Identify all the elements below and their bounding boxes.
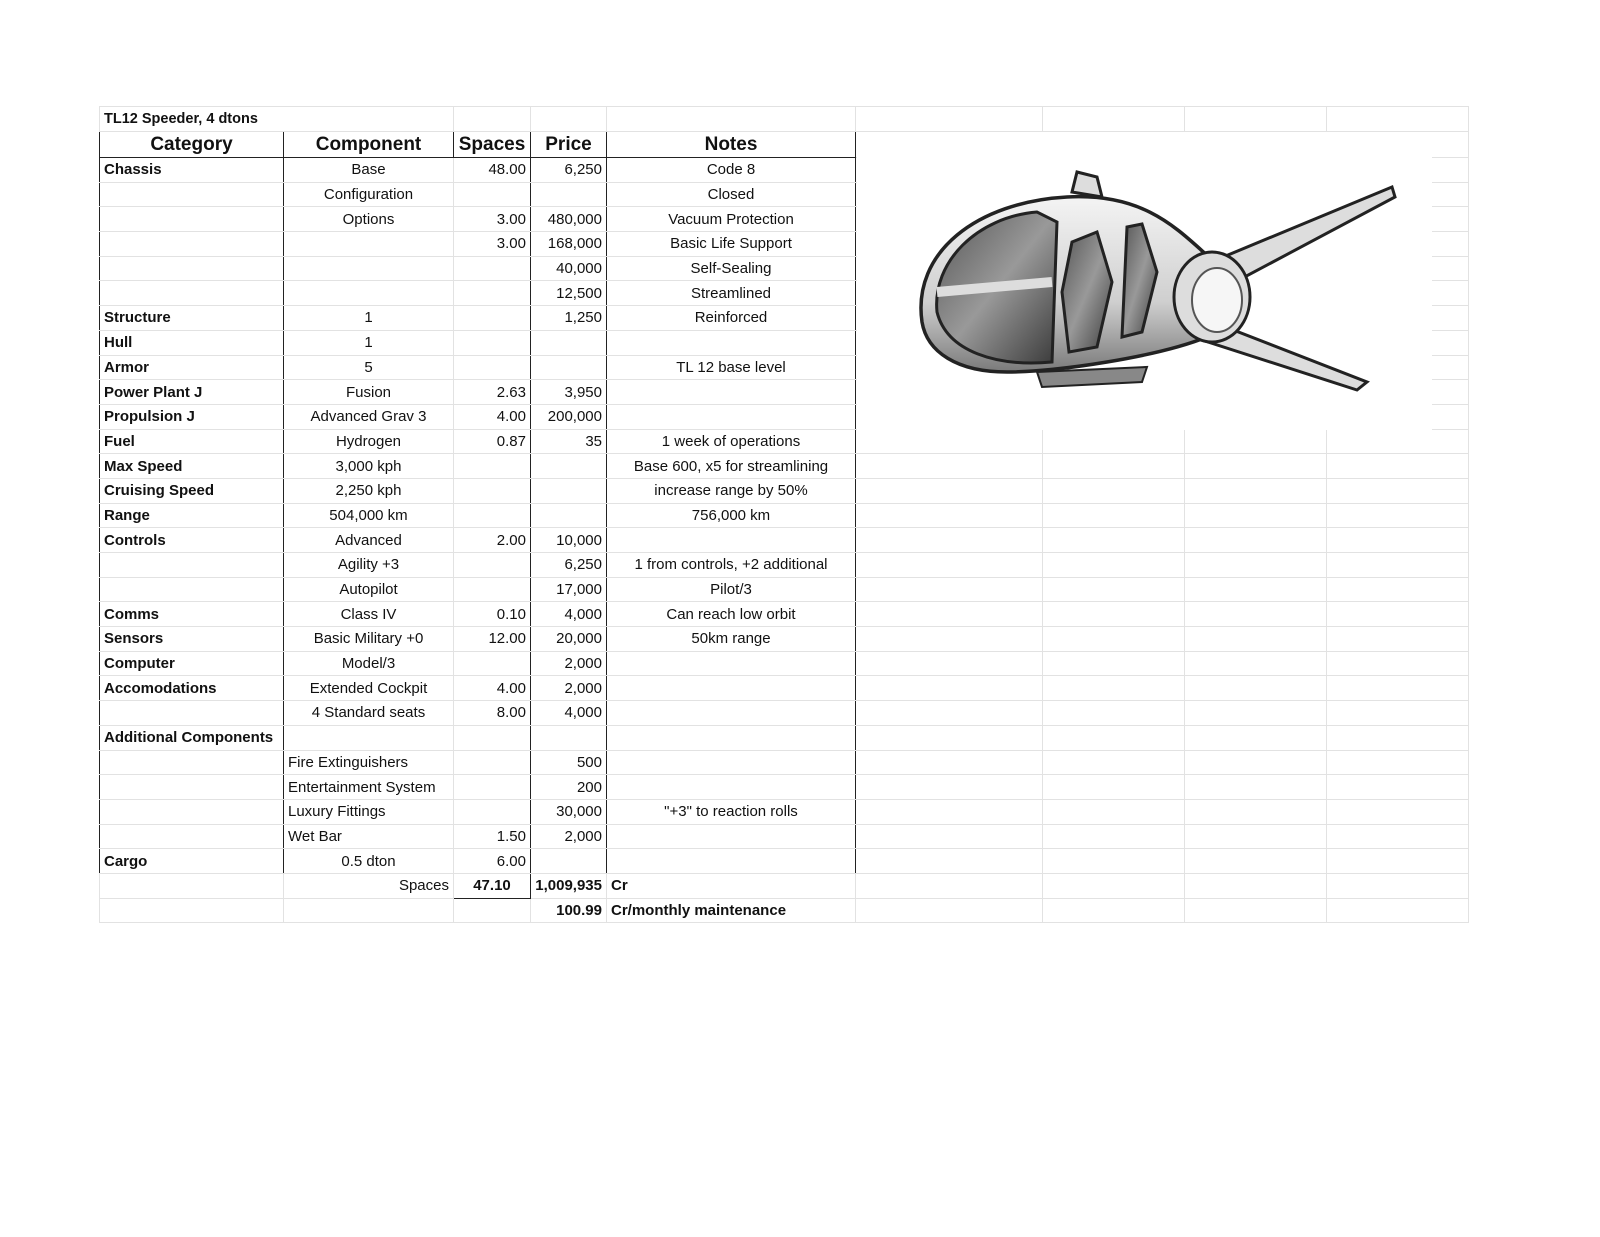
cell-notes[interactable]: [607, 775, 856, 800]
empty-cell[interactable]: [1327, 849, 1469, 874]
cell-spaces[interactable]: [454, 553, 531, 578]
cell-spaces[interactable]: 8.00: [454, 701, 531, 726]
cell-notes[interactable]: 1 week of operations: [607, 429, 856, 454]
empty-cell[interactable]: [1327, 429, 1469, 454]
cell-category[interactable]: Hull: [100, 330, 284, 355]
cell-price[interactable]: [531, 849, 607, 874]
cell-price[interactable]: 4,000: [531, 602, 607, 627]
cell-price[interactable]: 200,000: [531, 404, 607, 429]
empty-cell[interactable]: [1185, 799, 1327, 824]
cell-price[interactable]: 20,000: [531, 627, 607, 652]
empty-cell[interactable]: [1327, 454, 1469, 479]
empty-cell[interactable]: [1043, 676, 1185, 701]
cell-component[interactable]: Autopilot: [284, 577, 454, 602]
cell-price[interactable]: [531, 725, 607, 750]
cell-spaces[interactable]: 0.87: [454, 429, 531, 454]
empty-cell[interactable]: [1043, 503, 1185, 528]
table-row: [100, 750, 1469, 775]
empty-cell[interactable]: [1185, 824, 1327, 849]
cell-price[interactable]: 10,000: [531, 528, 607, 553]
cell-spaces[interactable]: 0.10: [454, 602, 531, 627]
cell-notes[interactable]: [607, 750, 856, 775]
cell-component[interactable]: Fusion: [284, 380, 454, 405]
empty-cell[interactable]: [1043, 602, 1185, 627]
cell-component[interactable]: [284, 281, 454, 306]
table-row: [100, 478, 1469, 503]
cell-notes[interactable]: [607, 701, 856, 726]
cell-price[interactable]: 6,250: [531, 158, 607, 183]
cell-category[interactable]: Computer: [100, 651, 284, 676]
empty-cell[interactable]: [1327, 503, 1469, 528]
empty-cell[interactable]: [1327, 651, 1469, 676]
header-component[interactable]: Component: [284, 132, 454, 158]
cell-price[interactable]: 500: [531, 750, 607, 775]
cell-spaces[interactable]: [454, 503, 531, 528]
empty-cell[interactable]: [856, 849, 1043, 874]
cell-category[interactable]: Cruising Speed: [100, 478, 284, 503]
cell-component[interactable]: Extended Cockpit: [284, 676, 454, 701]
cell-component[interactable]: Basic Military +0: [284, 627, 454, 652]
cell-notes[interactable]: increase range by 50%: [607, 478, 856, 503]
cell-category[interactable]: Propulsion J: [100, 404, 284, 429]
empty-cell[interactable]: [1185, 553, 1327, 578]
cell-notes[interactable]: Code 8: [607, 158, 856, 183]
empty-cell[interactable]: [100, 898, 284, 923]
cell-spaces[interactable]: 3.00: [454, 232, 531, 257]
cell-price[interactable]: [531, 454, 607, 479]
empty-cell[interactable]: [1043, 725, 1185, 750]
cell-category[interactable]: Power Plant J: [100, 380, 284, 405]
table-row: [100, 454, 1469, 479]
cell-component[interactable]: 1: [284, 330, 454, 355]
empty-cell[interactable]: [1043, 577, 1185, 602]
empty-cell[interactable]: [1327, 528, 1469, 553]
cell-spaces[interactable]: 4.00: [454, 404, 531, 429]
table-row: [100, 824, 1469, 849]
cell-component[interactable]: 3,000 kph: [284, 454, 454, 479]
cell-category[interactable]: [100, 207, 284, 232]
cell-price[interactable]: 30,000: [531, 799, 607, 824]
cell-notes[interactable]: Self-Sealing: [607, 256, 856, 281]
cell-notes[interactable]: Reinforced: [607, 306, 856, 331]
empty-cell[interactable]: [1185, 701, 1327, 726]
cell-spaces[interactable]: [454, 775, 531, 800]
empty-cell[interactable]: [1327, 873, 1469, 898]
cell-price[interactable]: 168,000: [531, 232, 607, 257]
total-currency[interactable]: Cr: [607, 873, 856, 898]
empty-cell[interactable]: [1185, 873, 1327, 898]
cell-notes[interactable]: [607, 651, 856, 676]
cell-notes[interactable]: Can reach low orbit: [607, 602, 856, 627]
cell-notes[interactable]: [607, 380, 856, 405]
cell-notes[interactable]: [607, 676, 856, 701]
empty-cell[interactable]: [1327, 898, 1469, 923]
cell-component[interactable]: Configuration: [284, 182, 454, 207]
cell-spaces[interactable]: [454, 799, 531, 824]
empty-cell[interactable]: [856, 528, 1043, 553]
cell-price[interactable]: [531, 503, 607, 528]
cell-price[interactable]: 12,500: [531, 281, 607, 306]
empty-cell[interactable]: [856, 454, 1043, 479]
empty-cell[interactable]: [1185, 627, 1327, 652]
empty-cell[interactable]: [1185, 577, 1327, 602]
cell-category[interactable]: [100, 750, 284, 775]
empty-cell[interactable]: [856, 725, 1043, 750]
cell-category[interactable]: Sensors: [100, 627, 284, 652]
cell-category[interactable]: Cargo: [100, 849, 284, 874]
empty-cell[interactable]: [856, 577, 1043, 602]
cell-price[interactable]: 200: [531, 775, 607, 800]
cell-notes[interactable]: Vacuum Protection: [607, 207, 856, 232]
empty-cell[interactable]: [1043, 873, 1185, 898]
cell-category[interactable]: [100, 232, 284, 257]
cell-component[interactable]: Entertainment System: [284, 775, 454, 800]
cell-spaces[interactable]: 2.00: [454, 528, 531, 553]
table-row: [100, 528, 1469, 553]
empty-cell[interactable]: [1185, 750, 1327, 775]
table-row: [100, 429, 1469, 454]
cell-component[interactable]: [284, 725, 454, 750]
empty-cell[interactable]: [856, 676, 1043, 701]
cell-notes[interactable]: Pilot/3: [607, 577, 856, 602]
empty-cell[interactable]: [856, 627, 1043, 652]
cell-spaces[interactable]: [454, 750, 531, 775]
empty-cell[interactable]: [856, 503, 1043, 528]
empty-cell[interactable]: [1043, 478, 1185, 503]
cell-category[interactable]: [100, 577, 284, 602]
empty-cell[interactable]: [1185, 651, 1327, 676]
cell-category[interactable]: [100, 281, 284, 306]
cell-category[interactable]: [100, 775, 284, 800]
cell-category[interactable]: Accomodations: [100, 676, 284, 701]
cell-category[interactable]: [100, 256, 284, 281]
cell-component[interactable]: Fire Extinguishers: [284, 750, 454, 775]
total-spaces[interactable]: 47.10: [454, 873, 531, 898]
empty-cell[interactable]: [1185, 849, 1327, 874]
table-row: [100, 701, 1469, 726]
empty-cell[interactable]: [856, 898, 1043, 923]
cell-spaces[interactable]: 6.00: [454, 849, 531, 874]
empty-cell[interactable]: [1043, 627, 1185, 652]
empty-cell[interactable]: [1043, 849, 1185, 874]
cell-notes[interactable]: Base 600, x5 for streamlining: [607, 454, 856, 479]
cell-notes[interactable]: [607, 725, 856, 750]
empty-cell[interactable]: [856, 750, 1043, 775]
cell-component[interactable]: [284, 232, 454, 257]
empty-cell[interactable]: [1043, 651, 1185, 676]
maintenance-row: [100, 898, 1469, 923]
cell-price[interactable]: 4,000: [531, 701, 607, 726]
empty-cell[interactable]: [1327, 676, 1469, 701]
cell-spaces[interactable]: 2.63: [454, 380, 531, 405]
cell-spaces[interactable]: [454, 281, 531, 306]
cell-spaces[interactable]: [454, 256, 531, 281]
empty-cell[interactable]: [856, 651, 1043, 676]
table-row: [100, 602, 1469, 627]
table-row: [100, 651, 1469, 676]
table-row: [100, 799, 1469, 824]
cell-notes[interactable]: 756,000 km: [607, 503, 856, 528]
table-row: [100, 577, 1469, 602]
table-row: [100, 849, 1469, 874]
table-row: [100, 775, 1469, 800]
empty-cell[interactable]: [856, 775, 1043, 800]
empty-cell[interactable]: [1327, 478, 1469, 503]
cell-notes[interactable]: "+3" to reaction rolls: [607, 799, 856, 824]
cell-category[interactable]: [100, 824, 284, 849]
cell-price[interactable]: 2,000: [531, 651, 607, 676]
empty-cell[interactable]: [1043, 553, 1185, 578]
totals-row: [100, 873, 1469, 898]
empty-cell[interactable]: [1327, 824, 1469, 849]
cell-spaces[interactable]: 48.00: [454, 158, 531, 183]
cell-spaces[interactable]: [454, 725, 531, 750]
cell-component[interactable]: 5: [284, 355, 454, 380]
cell-component[interactable]: 2,250 kph: [284, 478, 454, 503]
cell-notes[interactable]: Closed: [607, 182, 856, 207]
cell-component[interactable]: [284, 256, 454, 281]
empty-cell[interactable]: [1043, 775, 1185, 800]
cell-category[interactable]: Chassis: [100, 158, 284, 183]
empty-cell[interactable]: [454, 898, 531, 923]
cell-price[interactable]: [531, 330, 607, 355]
empty-cell[interactable]: [1327, 602, 1469, 627]
header-category[interactable]: Category: [100, 132, 284, 158]
empty-cell[interactable]: [1185, 429, 1327, 454]
total-price[interactable]: 1,009,935: [531, 873, 607, 898]
empty-cell[interactable]: [1185, 676, 1327, 701]
cell-notes[interactable]: 1 from controls, +2 additional: [607, 553, 856, 578]
cell-price[interactable]: 2,000: [531, 824, 607, 849]
empty-cell[interactable]: [1327, 775, 1469, 800]
sheet-title[interactable]: TL12 Speeder, 4 dtons: [100, 107, 454, 132]
cell-category[interactable]: Controls: [100, 528, 284, 553]
cell-price[interactable]: 3,950: [531, 380, 607, 405]
cell-notes[interactable]: [607, 404, 856, 429]
cell-spaces[interactable]: [454, 577, 531, 602]
cell-spaces[interactable]: [454, 478, 531, 503]
empty-cell[interactable]: [856, 429, 1043, 454]
cell-component[interactable]: Luxury Fittings: [284, 799, 454, 824]
cell-component[interactable]: 504,000 km: [284, 503, 454, 528]
cell-component[interactable]: Advanced Grav 3: [284, 404, 454, 429]
empty-cell[interactable]: [1043, 528, 1185, 553]
empty-cell[interactable]: [1327, 799, 1469, 824]
maintenance-cost[interactable]: 100.99: [531, 898, 607, 923]
cell-category[interactable]: [100, 701, 284, 726]
cell-spaces[interactable]: [454, 454, 531, 479]
empty-cell[interactable]: [1185, 898, 1327, 923]
empty-cell[interactable]: [1327, 750, 1469, 775]
cell-category[interactable]: Max Speed: [100, 454, 284, 479]
cell-component[interactable]: Advanced: [284, 528, 454, 553]
empty-cell[interactable]: [1185, 503, 1327, 528]
cell-component[interactable]: 4 Standard seats: [284, 701, 454, 726]
cell-spaces[interactable]: [454, 355, 531, 380]
title-row: [100, 107, 1469, 132]
table-row: [100, 503, 1469, 528]
cell-notes[interactable]: [607, 824, 856, 849]
table-row: [100, 676, 1469, 701]
empty-cell[interactable]: [856, 873, 1043, 898]
cell-price[interactable]: 2,000: [531, 676, 607, 701]
empty-cell[interactable]: [1327, 577, 1469, 602]
empty-cell[interactable]: [1185, 602, 1327, 627]
cell-price[interactable]: 6,250: [531, 553, 607, 578]
cell-notes[interactable]: 50km range: [607, 627, 856, 652]
header-price[interactable]: Price: [531, 132, 607, 158]
cell-category[interactable]: [100, 799, 284, 824]
empty-cell[interactable]: [1185, 454, 1327, 479]
cell-component[interactable]: 0.5 dton: [284, 849, 454, 874]
cell-category[interactable]: Range: [100, 503, 284, 528]
empty-cell[interactable]: [856, 553, 1043, 578]
empty-cell[interactable]: [1185, 528, 1327, 553]
cell-price[interactable]: 1,250: [531, 306, 607, 331]
cell-notes[interactable]: Basic Life Support: [607, 232, 856, 257]
cell-category[interactable]: [100, 182, 284, 207]
cell-price[interactable]: [531, 355, 607, 380]
cell-component[interactable]: Model/3: [284, 651, 454, 676]
empty-cell[interactable]: [1043, 750, 1185, 775]
cell-notes[interactable]: [607, 528, 856, 553]
cell-price[interactable]: [531, 478, 607, 503]
empty-cell[interactable]: [1185, 775, 1327, 800]
header-spaces[interactable]: Spaces: [454, 132, 531, 158]
empty-cell[interactable]: [1043, 898, 1185, 923]
cell-spaces[interactable]: [454, 651, 531, 676]
empty-cell[interactable]: [1043, 701, 1185, 726]
table-row: [100, 627, 1469, 652]
empty-cell[interactable]: [1043, 429, 1185, 454]
header-notes[interactable]: Notes: [607, 132, 856, 158]
cell-price[interactable]: 480,000: [531, 207, 607, 232]
empty-cell[interactable]: [284, 898, 454, 923]
cell-category[interactable]: Comms: [100, 602, 284, 627]
cell-category[interactable]: Armor: [100, 355, 284, 380]
table-row: [100, 553, 1469, 578]
cell-component[interactable]: 1: [284, 306, 454, 331]
cell-notes[interactable]: [607, 330, 856, 355]
empty-cell[interactable]: [1327, 627, 1469, 652]
empty-cell[interactable]: [1185, 725, 1327, 750]
cell-category[interactable]: Structure: [100, 306, 284, 331]
cell-component[interactable]: Hydrogen: [284, 429, 454, 454]
empty-cell[interactable]: [856, 824, 1043, 849]
cell-component[interactable]: Agility +3: [284, 553, 454, 578]
table-row: [100, 725, 1469, 750]
total-spaces-label[interactable]: Spaces: [284, 873, 454, 898]
empty-cell[interactable]: [856, 478, 1043, 503]
empty-cell[interactable]: [100, 873, 284, 898]
cell-category[interactable]: Additional Components: [100, 725, 284, 750]
cell-spaces[interactable]: 3.00: [454, 207, 531, 232]
cell-component[interactable]: Options: [284, 207, 454, 232]
cell-spaces[interactable]: [454, 182, 531, 207]
cell-notes[interactable]: Streamlined: [607, 281, 856, 306]
cell-spaces[interactable]: 1.50: [454, 824, 531, 849]
empty-cell[interactable]: [1327, 553, 1469, 578]
cell-price[interactable]: 17,000: [531, 577, 607, 602]
empty-cell[interactable]: [1185, 478, 1327, 503]
cell-component[interactable]: Wet Bar: [284, 824, 454, 849]
empty-cell[interactable]: [856, 602, 1043, 627]
empty-cell[interactable]: [1043, 799, 1185, 824]
empty-cell[interactable]: [1327, 725, 1469, 750]
empty-cell[interactable]: [856, 799, 1043, 824]
cell-notes[interactable]: TL 12 base level: [607, 355, 856, 380]
cell-price[interactable]: 35: [531, 429, 607, 454]
cell-spaces[interactable]: 4.00: [454, 676, 531, 701]
cell-spaces[interactable]: [454, 330, 531, 355]
cell-category[interactable]: Fuel: [100, 429, 284, 454]
cell-spaces[interactable]: 12.00: [454, 627, 531, 652]
speeder-illustration: [857, 132, 1432, 430]
cell-price[interactable]: [531, 182, 607, 207]
cell-component[interactable]: Base: [284, 158, 454, 183]
empty-cell[interactable]: [1043, 824, 1185, 849]
maintenance-label[interactable]: Cr/monthly maintenance: [607, 898, 856, 923]
cell-spaces[interactable]: [454, 306, 531, 331]
empty-cell[interactable]: [856, 701, 1043, 726]
cell-component[interactable]: Class IV: [284, 602, 454, 627]
cell-price[interactable]: 40,000: [531, 256, 607, 281]
cell-category[interactable]: [100, 553, 284, 578]
empty-cell[interactable]: [1043, 454, 1185, 479]
cell-notes[interactable]: [607, 849, 856, 874]
empty-cell[interactable]: [1327, 701, 1469, 726]
